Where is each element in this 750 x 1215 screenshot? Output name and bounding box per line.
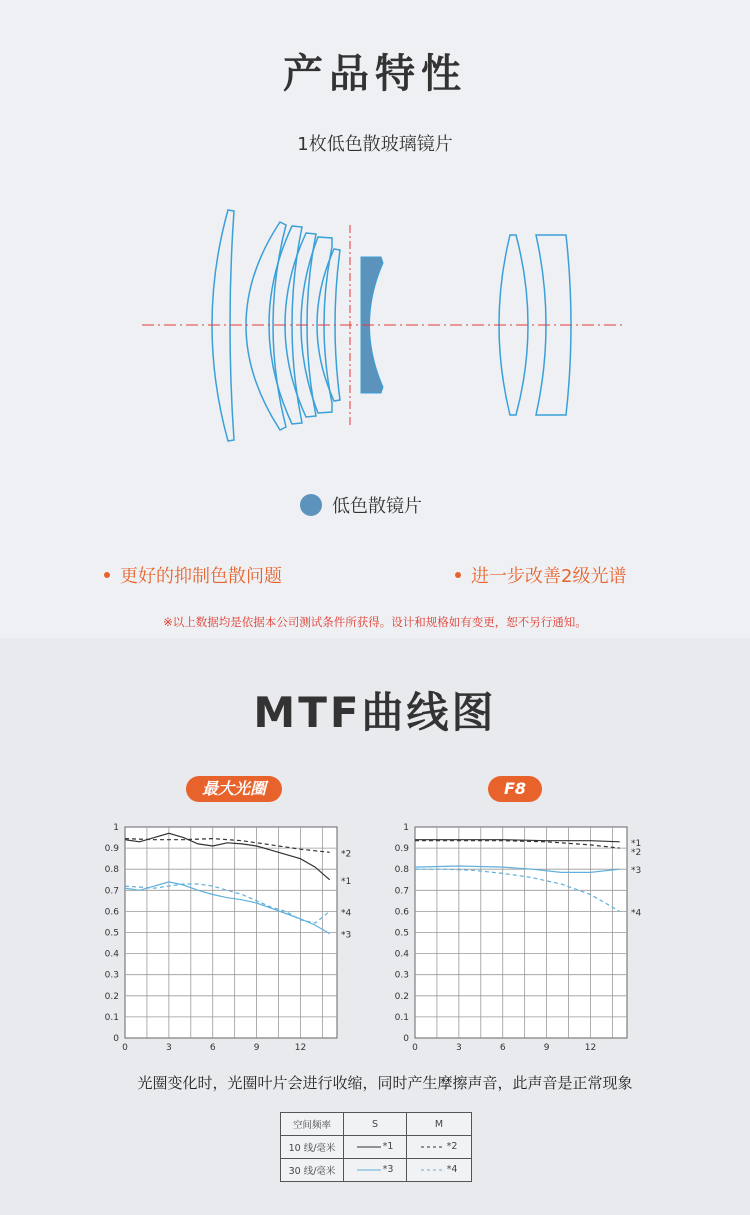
y-tick-label: 1	[403, 823, 409, 833]
y-tick-label: 0.5	[394, 928, 409, 939]
y-tick-label: 0.8	[394, 865, 409, 876]
x-tick-label: 12	[294, 1043, 307, 1053]
y-tick-label: 0.6	[104, 907, 119, 918]
mtf-chart-max-aperture	[95, 812, 365, 1057]
y-tick-label: 0.2	[394, 991, 409, 1002]
mtf-chart-f8	[385, 812, 655, 1057]
series-end-label: *1	[341, 876, 352, 887]
header-frequency: 空间频率	[281, 1113, 344, 1136]
series-end-label: *3	[341, 930, 352, 941]
aperture-caption: 光圈变化时，光圈叶片会进行收缩，同时产生摩擦声音，此声音是正常现象	[137, 1074, 633, 1092]
x-tick-label: 3	[165, 1043, 172, 1053]
row-label: 10 线/毫米	[281, 1136, 344, 1159]
s30-legend	[357, 1164, 394, 1175]
x-tick-label: 3	[455, 1043, 462, 1053]
m30-legend	[421, 1164, 458, 1175]
dashed-blue-line-icon	[421, 1167, 445, 1173]
s30-label: *3	[382, 1164, 394, 1176]
lens-element-2	[246, 222, 286, 430]
table-header-row	[281, 1113, 472, 1136]
m10-label: *2	[446, 1141, 458, 1153]
y-tick-label: 0.2	[104, 991, 119, 1002]
series-end-label: *4	[631, 908, 642, 919]
y-tick-label: 0.7	[394, 886, 409, 897]
legend-label: 低色散镜片	[332, 496, 422, 517]
y-tick-label: 0.3	[394, 970, 409, 981]
y-tick-label: 0.5	[104, 928, 119, 939]
mtf-title: MTF曲线图	[253, 688, 497, 737]
y-tick-label: 0.1	[394, 1012, 409, 1023]
table-row	[281, 1136, 472, 1159]
row-label: 30 线/毫米	[281, 1159, 344, 1182]
series-end-label: *4	[341, 908, 352, 919]
series-end-label: *2	[341, 849, 352, 860]
solid-dark-line-icon	[357, 1144, 381, 1150]
y-tick-label: 1	[113, 823, 119, 833]
y-tick-label: 0.6	[394, 907, 409, 918]
x-tick-label: 6	[499, 1043, 506, 1053]
y-tick-label: 0	[113, 1034, 119, 1044]
header-s: S	[344, 1113, 407, 1136]
x-tick-label: 0	[122, 1043, 128, 1053]
m10-legend	[421, 1141, 458, 1152]
lens-legend	[300, 492, 422, 518]
bullet-icon	[455, 572, 461, 578]
series-end-label: *2	[631, 847, 642, 858]
table-row	[281, 1159, 472, 1182]
feature-item	[455, 562, 626, 588]
lens-diagram	[0, 195, 750, 455]
x-tick-label: 6	[209, 1043, 216, 1053]
s10-label: *1	[382, 1141, 394, 1153]
bullet-icon	[104, 572, 110, 578]
mtf-legend-table	[280, 1112, 472, 1182]
y-tick-label: 0.7	[104, 886, 119, 897]
disclaimer-note: ※以上数据均是依据本公司测试条件所获得。设计和规格如有变更，恕不另行通知。	[163, 615, 587, 629]
y-tick-label: 0	[403, 1034, 409, 1044]
series-end-label: *1	[631, 838, 642, 849]
ld-element-swatch	[300, 494, 322, 516]
y-tick-label: 0.4	[394, 949, 409, 960]
y-tick-label: 0.3	[104, 970, 119, 981]
y-tick-label: 0.8	[104, 865, 119, 876]
y-tick-label: 0.1	[104, 1012, 119, 1023]
max-aperture-badge: 最大光圈	[186, 776, 282, 802]
page-title: 产品特性	[283, 51, 467, 97]
feature-text: 更好的抑制色散问题	[120, 566, 282, 587]
feature-text: 进一步改善2级光谱	[471, 566, 627, 587]
y-tick-label: 0.9	[104, 844, 119, 855]
header-m: M	[407, 1113, 472, 1136]
dashed-dark-line-icon	[421, 1144, 445, 1150]
x-tick-label: 0	[412, 1043, 418, 1053]
y-tick-label: 0.9	[394, 844, 409, 855]
feature-item	[104, 562, 282, 588]
lens-subtitle: 1枚低色散玻璃镜片	[297, 134, 453, 155]
m30-label: *4	[446, 1164, 458, 1176]
x-tick-label: 9	[253, 1043, 260, 1053]
solid-blue-line-icon	[357, 1167, 381, 1173]
y-tick-label: 0.4	[104, 949, 119, 960]
s10-legend	[357, 1141, 394, 1152]
x-tick-label: 12	[584, 1043, 597, 1053]
series-end-label: *3	[631, 866, 642, 877]
x-tick-label: 9	[543, 1043, 550, 1053]
f8-badge: F8	[488, 776, 542, 802]
